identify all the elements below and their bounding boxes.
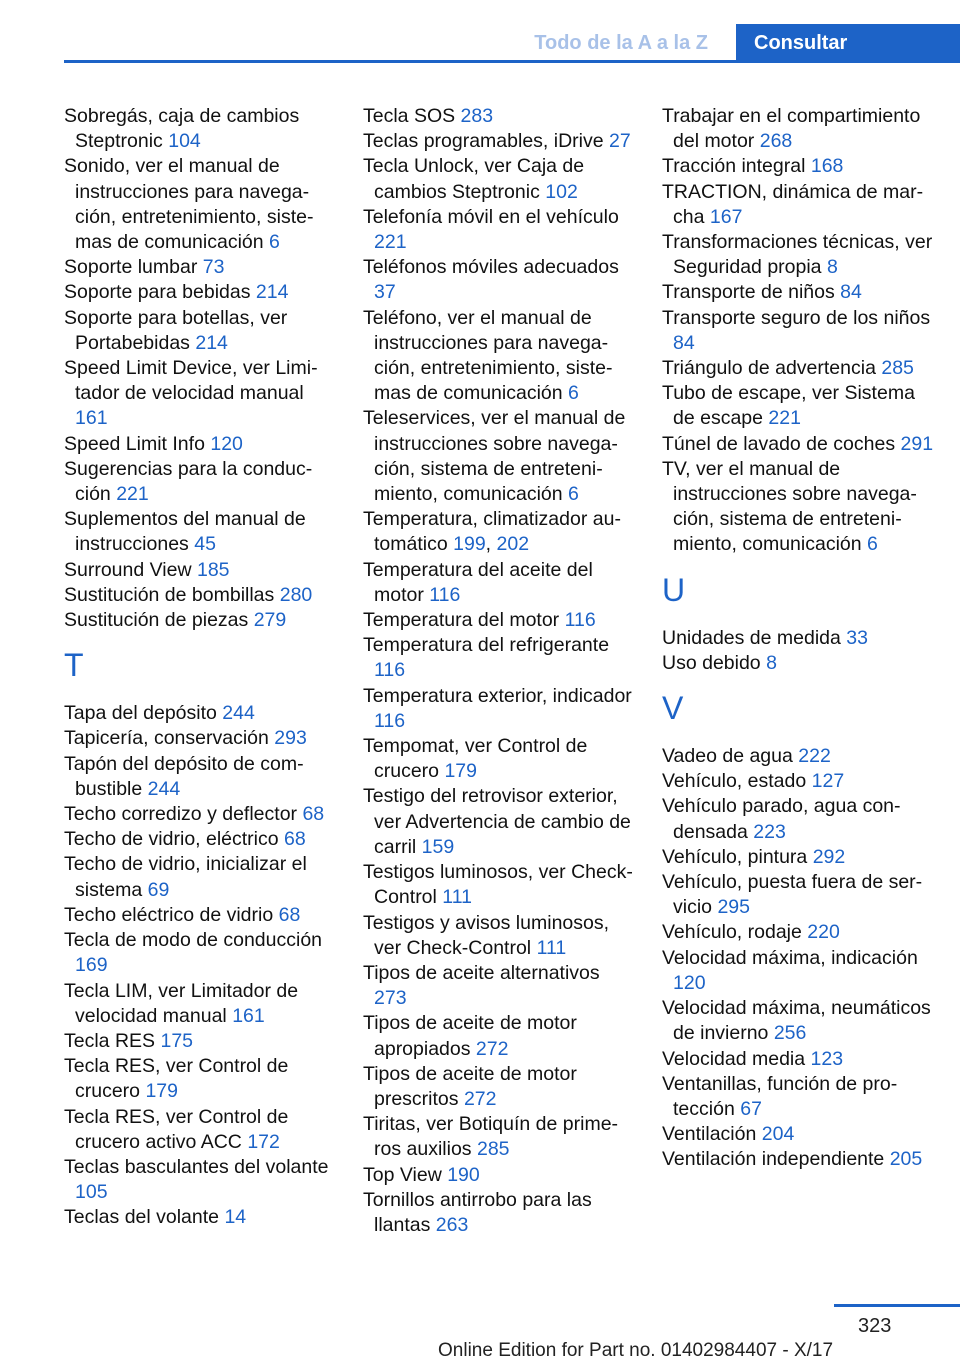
index-entry (662, 946, 934, 996)
page-link[interactable]: 161 (75, 407, 108, 430)
index-entry-text: Ventilación independiente (662, 1148, 885, 1171)
index-entry (363, 784, 635, 860)
page-link[interactable]: 161 (232, 1004, 265, 1027)
index-entry-text: Tecla Unlock, ver Caja de cambios Steptronic (363, 155, 585, 203)
index-entry-text: Testigo del retrovisor exterior, ver Advertencia de cambio de carril (363, 785, 631, 858)
page-link[interactable]: 6 (568, 483, 579, 506)
page-link[interactable]: 168 (810, 155, 844, 178)
index-entry-text: Temperatura, climatizador automático (363, 508, 621, 556)
page-link[interactable]: 27 (609, 130, 631, 153)
index-entry-text: Tecla LIM, ver Limitador de velocidad manual (64, 979, 299, 1027)
page-link[interactable]: 221 (116, 483, 149, 506)
index-entry-text: Ventanillas, función de protección (662, 1072, 898, 1120)
index-entry-text: Vehículo parado, agua condensada (662, 795, 901, 843)
index-entry (64, 432, 336, 457)
index-entry-text: Speed Limit Device, ver Limitador de velocidad manual (64, 357, 318, 405)
index-entry-text: Velocidad máxima, neumáticos de invierno (662, 997, 931, 1045)
index-entry-text: Velocidad máxima, indicación (662, 946, 918, 969)
index-entry-text: Temperatura del motor (363, 609, 560, 632)
page-link[interactable]: 202 (496, 533, 530, 556)
index-entry (662, 432, 934, 457)
index-entry: Temperatura, climatizador automático 199, 202 (363, 508, 621, 556)
page-link[interactable]: 127 (811, 770, 845, 793)
page-link[interactable]: 116 (429, 583, 461, 606)
page-link[interactable]: 116 (564, 609, 596, 632)
page-link[interactable]: 272 (463, 1087, 497, 1110)
page-link[interactable]: 69 (147, 878, 170, 901)
index-entry-text: Vehículo, estado (662, 770, 807, 793)
index-entry (662, 1147, 934, 1172)
index-entry-text: Tubo de escape, ver Sistema de escape (662, 382, 915, 430)
page-link[interactable]: 8 (766, 651, 777, 674)
index-entry-text: Soporte para botellas, ver Portabebidas (64, 306, 288, 354)
index-entry (64, 1029, 336, 1054)
index-column-3 (662, 104, 934, 1173)
index-entry-text: Soporte lumbar (64, 256, 198, 279)
index-entry (64, 701, 336, 726)
index-entry (64, 507, 336, 557)
index-entry (363, 306, 635, 407)
index-entry (662, 356, 934, 381)
index-entry-text: Vehículo, rodaje (662, 921, 802, 944)
index-entry (363, 154, 635, 204)
index-section-letter: V (662, 690, 684, 727)
page-link[interactable]: 179 (444, 760, 477, 783)
page-link[interactable]: 283 (460, 105, 494, 127)
index-entry-text: Soporte para bebidas (64, 281, 251, 304)
index-entry-text: Tecla RES, ver Control de crucero activo ACC (64, 1105, 289, 1153)
page-link[interactable]: 33 (846, 626, 868, 649)
index-entry (662, 794, 934, 844)
page-number: 323 (858, 1315, 892, 1337)
page-link[interactable]: 68 (302, 803, 325, 826)
index-entry-text: Temperatura del aceite del motor (363, 558, 593, 606)
index-entry (64, 1054, 336, 1104)
index-entry (363, 1062, 635, 1112)
index-entry-text: Testigos luminosos, ver Check-Control (363, 861, 633, 909)
index-entry-text: Tipos de aceite de motor prescritos (363, 1062, 577, 1110)
index-entry (662, 870, 934, 920)
page-link[interactable]: 291 (900, 432, 934, 455)
page-link[interactable]: 268 (759, 130, 793, 153)
index-entry (662, 651, 934, 676)
page-link[interactable]: 214 (255, 281, 289, 304)
page-header (0, 0, 960, 64)
index-entry-text: Sonido, ver el manual de instrucciones para navegación, entretenimiento, sistemas de comunicación (64, 155, 314, 254)
index-entry (64, 154, 336, 255)
header-rule (64, 60, 960, 63)
page-link[interactable]: 8 (826, 256, 838, 279)
index-entry (363, 558, 635, 608)
index-entry-text: Tecla RES (64, 1029, 156, 1052)
page-link[interactable]: 292 (812, 845, 846, 868)
page-link[interactable]: 102 (545, 180, 578, 203)
index-entry-text: Techo corredizo y deflector (64, 803, 298, 826)
page-link[interactable]: 45 (194, 533, 216, 556)
index-entry-text: Temperatura del refrigerante (363, 634, 610, 657)
page-link[interactable]: 123 (810, 1047, 844, 1070)
index-entry (363, 205, 635, 255)
index-column-2 (363, 104, 635, 1238)
index-entry (64, 752, 336, 802)
page-link[interactable]: 6 (867, 533, 878, 556)
index-entry-text: Vadeo de agua (662, 745, 793, 768)
index-entry (363, 406, 635, 507)
page-link[interactable]: 220 (807, 921, 840, 944)
page-link[interactable]: 159 (421, 835, 455, 858)
page-link[interactable]: 120 (210, 432, 243, 455)
index-entry (64, 852, 336, 902)
index-entry (662, 626, 934, 651)
section-tab-todo[interactable]: Todo de la A a la Z (534, 32, 708, 54)
footer-rule (834, 1304, 960, 1307)
page-link[interactable]: 285 (476, 1138, 510, 1161)
index-entry-text: Tipos de aceite alternativos (363, 961, 600, 984)
index-entry (662, 230, 934, 280)
index-entry (363, 1163, 635, 1188)
index-column-1 (64, 104, 336, 1231)
index-entry (64, 1155, 336, 1205)
index-entry-text: Túnel de lavado de coches (662, 432, 896, 455)
page-link[interactable]: 295 (717, 896, 750, 919)
index-entry-text: Trabajar en el compartimiento del motor (662, 105, 921, 153)
index-entry-text: Telefonía móvil en el vehículo (363, 205, 619, 228)
page-link[interactable]: 272 (475, 1037, 509, 1060)
edition-note: Online Edition for Part no. 01402984407 - X/17 (438, 1340, 834, 1361)
index-entry-text: Transporte de niños (662, 281, 835, 304)
index-entry-text: Teclas basculantes del volante (64, 1155, 329, 1178)
index-entry-text: TRACTION, dinámica de marcha (662, 180, 924, 228)
index-entry-text: Techo de vidrio, eléctrico (64, 828, 279, 851)
index-entry (363, 1112, 635, 1162)
index-entry (64, 903, 336, 928)
index-entry (662, 1047, 934, 1072)
index-entry-text: Tecla RES, ver Control de crucero (64, 1055, 289, 1103)
index-entry (662, 1122, 934, 1147)
index-entry (662, 769, 934, 794)
index-entry-text: Techo de vidrio, inicializar el sistema (64, 853, 307, 901)
index-entry (662, 920, 934, 945)
page-link[interactable]: 68 (278, 903, 301, 926)
page-link[interactable]: 199 (453, 533, 486, 556)
index-entry (64, 608, 336, 633)
page-link[interactable]: 120 (673, 971, 706, 994)
index-entry (363, 734, 635, 784)
index-entry (363, 129, 635, 154)
index-entry-text: Tipos de aceite de motor apropiados (363, 1012, 577, 1060)
index-entry (662, 744, 934, 769)
index-entry (64, 457, 336, 507)
index-entry-text: Tornillos antirrobo para las llantas (363, 1188, 592, 1236)
index-entry (662, 1072, 934, 1122)
index-entry-text: Sobregás, caja de cambios Steptronic (64, 105, 300, 153)
page-link[interactable]: 279 (253, 609, 287, 632)
index-entry-text: Tempomat, ver Control de crucero (363, 735, 588, 783)
page-link[interactable]: 104 (168, 130, 201, 153)
index-entry-text: Sustitución de bombillas (64, 583, 275, 606)
index-entry (363, 1011, 635, 1061)
index-entry-text: Tiritas, ver Botiquín de primeros auxilios (363, 1113, 619, 1161)
page-link[interactable]: 190 (447, 1163, 480, 1186)
index-entry-text: Uso debido (662, 651, 761, 674)
page-link[interactable]: 221 (768, 407, 801, 430)
index-entry-text: Sugerencias para la conducción (64, 457, 313, 506)
index-entry-text: Vehículo, puesta fuera de servicio (662, 871, 923, 919)
index-entry (64, 1105, 336, 1155)
page-link[interactable]: 221 (374, 231, 407, 254)
page-link[interactable]: 185 (196, 558, 230, 581)
index-entry (662, 306, 934, 356)
index-entry (363, 684, 635, 734)
index-entry-text: Transporte seguro de los niños (662, 306, 931, 329)
page-link[interactable]: 293 (274, 727, 307, 750)
index-entry (662, 180, 934, 230)
page-link[interactable]: 244 (147, 777, 181, 800)
page-link[interactable]: 111 (442, 886, 472, 909)
index-entry-text: Transformaciones técnicas, ver Seguridad propia (662, 231, 933, 279)
page-link[interactable]: 263 (435, 1213, 469, 1236)
index-entry (64, 928, 336, 978)
index-entry (64, 104, 336, 154)
page-link[interactable]: 84 (840, 281, 862, 304)
index-entry (363, 608, 635, 633)
page-link[interactable]: 244 (222, 702, 255, 725)
index-entry-text: Velocidad media (662, 1047, 806, 1070)
index-section-letter: T (64, 647, 84, 684)
page-link[interactable]: 169 (75, 954, 108, 977)
page-link[interactable]: 6 (568, 382, 579, 405)
page-link[interactable]: 256 (773, 1022, 807, 1045)
index-entry (662, 457, 934, 558)
index-entry-text: Ventilación (662, 1123, 757, 1146)
page-link[interactable]: 175 (160, 1029, 194, 1052)
page-link[interactable]: 37 (374, 281, 396, 304)
index-entry (363, 911, 635, 961)
index-entry-text: Tecla de modo de conducción (64, 929, 323, 952)
page-link[interactable]: 68 (284, 828, 306, 851)
index-entry (363, 961, 635, 1011)
index-entry (64, 280, 336, 305)
page-link[interactable]: 116 (374, 709, 406, 732)
index-entry-text: TV, ver el manual de instrucciones sobre navegación, sistema de entretenimiento, comunicación (662, 457, 917, 556)
page-link[interactable]: 116 (374, 659, 406, 682)
index-entry (662, 280, 934, 305)
page-link[interactable]: 223 (753, 820, 786, 843)
page-link[interactable]: 285 (881, 357, 914, 380)
index-entry (662, 154, 934, 179)
section-tab-consultar[interactable]: Consultar (736, 24, 960, 63)
index-entry-text: Speed Limit Info (64, 432, 205, 455)
index-entry (64, 802, 336, 827)
index-entry-text: Sustitución de piezas (64, 609, 249, 632)
index-entry (662, 381, 934, 431)
index-entry (363, 255, 635, 305)
page-link[interactable]: 67 (740, 1097, 762, 1120)
index-entry-text: Tapa del depósito (64, 702, 217, 725)
index-entry-text: Testigos y avisos luminosos, ver Check-Control (363, 911, 610, 959)
page-link[interactable]: 214 (195, 331, 228, 354)
page-link[interactable]: 73 (202, 256, 225, 279)
page-link[interactable]: 105 (75, 1181, 108, 1204)
index-entry-text: Tapicería, conservación (64, 727, 269, 750)
index-entry (363, 860, 635, 910)
index-entry-text: Tecla SOS (363, 105, 456, 127)
index-entry (64, 726, 336, 751)
index-entry-text: Temperatura exterior, indicador (363, 684, 632, 707)
index-entry (662, 845, 934, 870)
index-entry-text: Tapón del depósito de combustible (64, 752, 304, 800)
index-entry-text: Teléfono, ver el manual de instrucciones para navegación, entretenimiento, sistemas de comunicación (363, 306, 613, 405)
index-entry (662, 996, 934, 1046)
page-link[interactable]: 172 (247, 1130, 280, 1153)
index-entry-text: Suplementos del manual de instrucciones (64, 508, 306, 556)
page-link[interactable]: 204 (761, 1123, 795, 1146)
page-link[interactable]: 14 (224, 1206, 247, 1229)
page-link[interactable]: 84 (673, 331, 695, 354)
page-link[interactable]: 222 (798, 745, 831, 768)
page-link[interactable]: 205 (889, 1148, 923, 1171)
index-entry-text: Teléfonos móviles adecuados (363, 256, 619, 279)
index-entry (64, 255, 336, 280)
index-entry-text: Teleservices, ver el manual de instrucciones sobre navegación, sistema de entretenimiento, comunicación (363, 407, 626, 506)
index-entry-text: Surround View (64, 558, 192, 581)
index-entry-text: Top View (363, 1163, 442, 1186)
page-link[interactable]: 167 (709, 205, 743, 228)
page-link[interactable]: 273 (374, 987, 407, 1010)
page-link[interactable]: 111 (536, 936, 567, 959)
index-entry-text: Unidades de medida (662, 626, 841, 649)
index-section-letter: U (662, 571, 686, 608)
index-entry (64, 306, 336, 356)
index-entry (64, 979, 336, 1029)
index-entry (64, 827, 336, 852)
index-entry-text: Teclas programables, iDrive (363, 130, 604, 153)
page-link[interactable]: 179 (145, 1080, 178, 1103)
page-link[interactable]: 280 (279, 583, 313, 606)
index-entry (64, 558, 336, 583)
index-entry-text: Teclas del volante (64, 1206, 220, 1229)
index-entry (363, 633, 635, 683)
index-entry (64, 583, 336, 608)
index-entry-text: Tracción integral (662, 155, 806, 178)
index-entry-text: Vehículo, pintura (662, 845, 808, 868)
index-entry-text: Triángulo de advertencia (662, 357, 876, 380)
index-entry (662, 104, 934, 154)
index-entry (363, 1188, 635, 1238)
index-entry (64, 356, 336, 432)
index-entry (64, 1205, 336, 1230)
page-link[interactable]: 6 (269, 231, 280, 254)
index-entry (363, 104, 635, 129)
index-entry-text: Techo eléctrico de vidrio (64, 903, 274, 926)
